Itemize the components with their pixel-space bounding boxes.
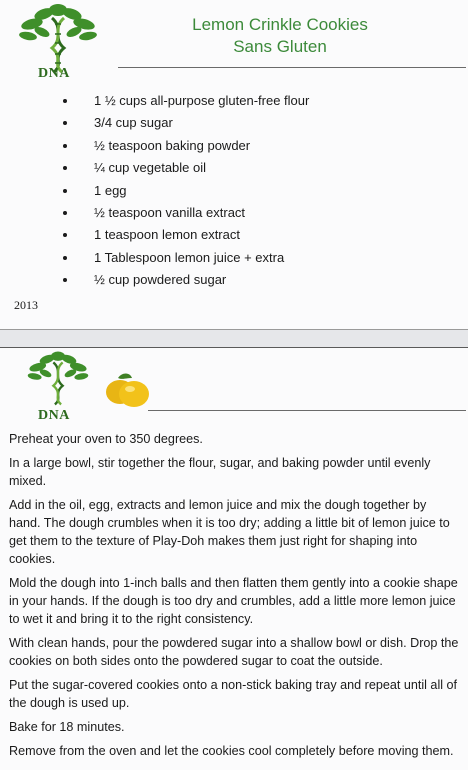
title-underline — [118, 67, 466, 68]
dna-tree-logo-icon — [18, 2, 98, 84]
ingredients-card — [0, 0, 468, 330]
list-item: • ½ cup powdered sugar — [78, 269, 309, 291]
card-divider — [0, 330, 468, 347]
dna-tree-logo-icon — [18, 350, 98, 432]
list-item: • 1 ½ cups all-purpose gluten-free flour — [78, 90, 309, 112]
lemon-icon — [100, 370, 152, 415]
logo-text: DNA — [38, 408, 70, 423]
instruction-step: Remove from the oven and let the cookies cool completely before moving them. — [9, 744, 454, 758]
instructions — [9, 430, 461, 766]
year-label: 2013 — [14, 298, 38, 312]
list-item: • ½ teaspoon vanilla extract — [78, 202, 309, 224]
list-item: • ½ teaspoon baking powder — [78, 135, 309, 157]
instruction-step: With clean hands, pour the powdered sugar into a shallow bowl or dish. Drop the cookies on both sides onto the powdered sugar to coat the outside. — [9, 636, 459, 668]
instruction-step: In a large bowl, stir together the flour, sugar, and baking powder until evenly mixed. — [9, 456, 431, 488]
title-line-2: Sans Gluten — [233, 37, 327, 56]
list-item: • 1 Tablespoon lemon juice + extra — [78, 247, 309, 269]
ingredient-list — [58, 90, 309, 292]
instruction-step: Bake for 18 minutes. — [9, 720, 125, 734]
logo-text: DNA — [38, 66, 70, 81]
list-item: • ¼ cup vegetable oil — [78, 157, 309, 179]
list-item: • 1 teaspoon lemon extract — [78, 224, 309, 246]
list-item: • 3/4 cup sugar — [78, 112, 309, 134]
instruction-step: Put the sugar-covered cookies onto a non-stick baking tray and repeat until all of the dough is used up. — [9, 678, 458, 710]
title-line-1: Lemon Crinkle Cookies — [192, 15, 368, 34]
instruction-step: Preheat your oven to 350 degrees. — [9, 432, 203, 446]
recipe-title — [110, 14, 450, 58]
instructions-card — [0, 347, 468, 770]
list-item: • 1 egg — [78, 180, 309, 202]
instruction-step: Mold the dough into 1-inch balls and then flatten them gently into a cookie shape in your hands. If the dough is too dry and crumbles, add a little more lemon juice to wet it and bring it to the right consistency. — [9, 576, 458, 626]
header-underline — [148, 410, 466, 411]
instruction-step: Add in the oil, egg, extracts and lemon juice and mix the dough together by hand. The dough crumbles when it is too dry; adding a little bit of lemon juice to get them to the texture of Play-Doh makes them just right for shaping into cookies. — [9, 498, 450, 566]
